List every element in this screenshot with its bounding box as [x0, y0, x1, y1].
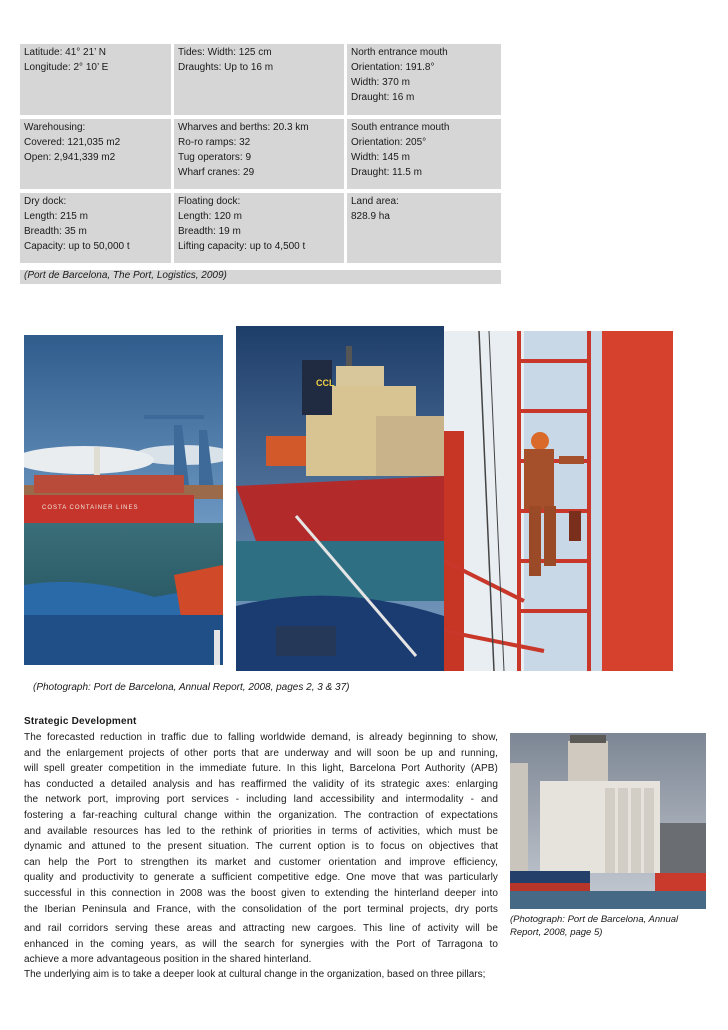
photo-port-silo-building	[510, 733, 706, 909]
cell-line: Warehousing:	[24, 122, 86, 133]
text-line: The forecasted reduction in traffic due to falling worldwide demand, is already beginning to show,	[24, 732, 498, 743]
cell-line: Width: 370 m	[351, 77, 410, 88]
cell-line: Breadth: 35 m	[24, 226, 87, 237]
text-line: the Iberian Peninsula and France, with the consolidation of the port terminal projects, dry ports	[24, 903, 498, 915]
caption-line: Report, 2008, page 5)	[510, 926, 603, 938]
cell-line: Open: 2,941,339 m2	[24, 152, 116, 163]
cell-line: Longitude: 2° 10’ E	[24, 62, 109, 73]
table-row	[20, 44, 501, 115]
cell-line: North entrance mouth	[351, 47, 448, 58]
cell-line: Latitude: 41° 21’ N	[24, 47, 107, 58]
cell-line: Dry dock:	[24, 196, 67, 207]
text-line: successful in this connection in 2008 was the boost given to extending the hinterland deeper into	[24, 887, 498, 899]
text-line: and rail corridors serving these areas and attracting new cargoes. This line of activity will be	[24, 923, 498, 935]
table-cell-floating-dock	[174, 193, 347, 263]
cell-line: Length: 120 m	[178, 211, 242, 222]
text-line: quality and productivity to generate a sufficient competitive edge. One move that was particularly	[24, 872, 498, 884]
table-caption: (Port de Barcelona, The Port, Logistics, 2009)	[20, 270, 501, 284]
cell-line: Capacity: up to 50,000 t	[24, 241, 130, 252]
section-body	[24, 730, 498, 968]
cell-line: Length: 215 m	[24, 211, 88, 222]
photo-ship-stern-tug	[236, 326, 444, 671]
closing-line: The underlying aim is to take a deeper look at cultural change in the organization, based on three pillars;	[24, 969, 486, 980]
text-line: achieve a more advantageous position in the shared hinterland.	[24, 954, 312, 966]
table-cell-land-area	[347, 193, 501, 263]
caption-line: (Photograph: Port de Barcelona, Annual	[510, 914, 679, 925]
table-cell-wharves	[174, 119, 347, 189]
table-row	[20, 119, 501, 189]
table-cell-south-entrance	[347, 119, 501, 189]
cell-line: Ro-ro ramps: 32	[178, 137, 251, 148]
cell-line: South entrance mouth	[351, 122, 450, 133]
cell-line: Breadth: 19 m	[178, 226, 241, 237]
cell-line: Floating dock:	[178, 196, 241, 207]
side-photo-caption	[510, 914, 700, 939]
cell-line: Orientation: 205°	[351, 137, 427, 148]
text-line: enhanced in the coming years, as will the search for synergies with the Port of Tarragona to	[24, 938, 498, 950]
table-cell-dry-dock	[20, 193, 174, 263]
table-cell-tides	[174, 44, 347, 115]
section-heading: Strategic Development	[24, 716, 137, 727]
cell-line: Draught: 16 m	[351, 92, 415, 103]
text-line: fostering a far-reaching cultural change within the organization. The contraction of expectations	[24, 809, 498, 821]
table-cell-coordinates	[20, 44, 174, 115]
cell-line: Lifting capacity: up to 4,500 t	[178, 241, 306, 252]
funnel-logo-text: CCL	[316, 378, 335, 388]
cell-line: Land area:	[351, 196, 399, 207]
photo-container-ship-harbour	[24, 335, 223, 665]
text-line: dynamic and attuned to the present situation. The current option is to focus on objectives that	[24, 841, 498, 853]
cell-line: 828.9 ha	[351, 211, 390, 222]
cell-line: Draught: 11.5 m	[351, 167, 422, 178]
table-cell-north-entrance	[347, 44, 501, 115]
cell-line: Wharf cranes: 29	[178, 167, 255, 178]
text-line: and the enlargement projects of other ports that are underway and will soon be up and running,	[24, 747, 498, 759]
cell-line: Orientation: 191.8°	[351, 62, 435, 73]
photo-worker-climbing-ladder	[444, 331, 673, 671]
text-line: will spell greater competition in the immediate future. In this light, Barcelona Port Authority (APB)	[24, 763, 498, 775]
table-cell-warehousing	[20, 119, 174, 189]
cell-line: Wharves and berths: 20.3 km	[178, 122, 309, 133]
cell-line: Width: 145 m	[351, 152, 410, 163]
ship-hull-text: COSTA CONTAINER LINES	[42, 505, 139, 511]
text-line: and available resources has led to the rethink of priorities in terms of activities, which must be	[24, 825, 498, 837]
table-row	[20, 193, 501, 263]
text-line: the network port, improving port services - including land accessibility and intermodality - and	[24, 794, 498, 806]
cell-line: Covered: 121,035 m2	[24, 137, 121, 148]
text-line: has conducted a detailed analysis and has reaffirmed the validity of its strategic axes: enlarging	[24, 778, 498, 790]
cell-line: Draughts: Up to 16 m	[178, 62, 274, 73]
text-line: can help the Port to strengthen its market and customer orientation and improve efficiency,	[24, 856, 498, 868]
cell-line: Tides: Width: 125 cm	[178, 47, 272, 58]
cell-line: Tug operators: 9	[178, 152, 252, 163]
port-specs-table	[20, 44, 501, 267]
photos-caption: (Photograph: Port de Barcelona, Annual Report, 2008, pages 2, 3 & 37)	[33, 682, 350, 693]
